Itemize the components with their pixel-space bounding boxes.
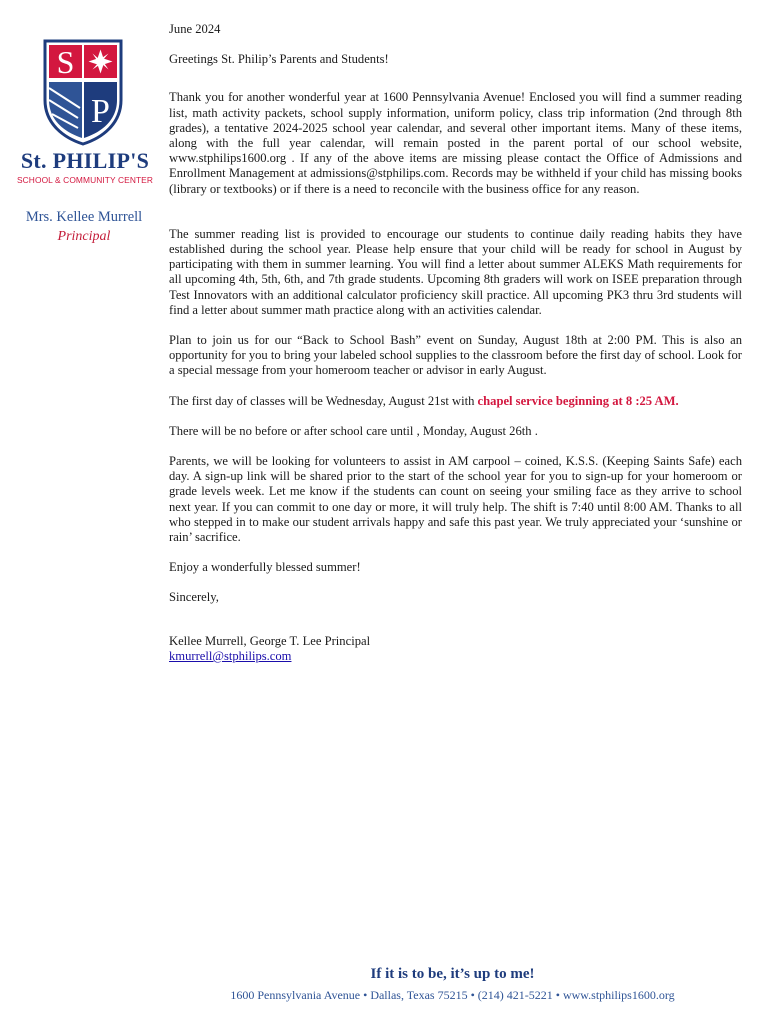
paragraph-first-day: [169, 394, 742, 409]
signature-name: Kellee Murrell, George T. Lee Principal: [169, 633, 371, 648]
logo-letter-s: S: [56, 44, 75, 80]
letterhead-sidebar: [0, 0, 160, 260]
letter-closing: Sincerely,: [169, 590, 219, 605]
paragraph-enclosures: Thank you for another wonderful year at 1600 Pennsylvania Avenue! Enclosed you will find a summer reading list, math activity packets, school supply information, uniform policy, class trip information (2nd through 8th grades), a tentative 2024-2025 school year calendar, and several other important items. Many of these items, along with the full year calendar, will remain posted in the parent portal of our school website, www.stphilips1600.org . If any of the above items are missing please contact the Office of Admissions and Enrollment Management at admissions@stphilips.com. Records may be withheld if your child has missing books (library or textbooks) or if there is a need to reconcile with the business office for any reason.: [169, 90, 742, 196]
school-shield-logo: [42, 38, 124, 146]
signature-email-link[interactable]: kmurrell@stphilips.com: [169, 648, 292, 663]
footer-motto: If it is to be, it’s up to me!: [370, 966, 535, 982]
letter-greeting: Greetings St. Philip’s Parents and Students!: [169, 52, 389, 67]
school-wordmark: St. PHILIP'S: [20, 148, 150, 173]
first-day-text: The first day of classes will be Wednesday, August 21st with: [169, 393, 478, 408]
principal-name: Mrs. Kellee Murrell: [25, 209, 143, 225]
paragraph-back-to-school-bash: Plan to join us for our “Back to School Bash” event on Sunday, August 18th at 2:00 PM. This is also an opportunity for you to bring your labeled school supplies to the classroom before the first day of school. Look for a special message from your homeroom teacher or advisor in early August.: [169, 333, 742, 378]
chapel-service-highlight: chapel service beginning at 8 :25 AM.: [477, 393, 679, 408]
letter-date: June 2024: [169, 22, 221, 36]
letter-body: [169, 22, 742, 664]
paragraph-blessed-summer: Enjoy a wonderfully blessed summer!: [169, 560, 361, 575]
paragraph-summer-reading: The summer reading list is provided to encourage our students to continue daily reading habits they have established during the school year. Please help ensure that your child will be ready for school in August by participating with them in summer learning. You will find a letter about summer ALEKS Math requirements for all upcoming 4th, 5th, 6th, and 7th grade students. Upcoming 8th graders will work on ISEE preparation through Test Innovators with an additional calculator proficiency skill practice. All upcoming PK3 thru 3rd students will find a letter about summer math practice along with an activities calendar.: [169, 226, 742, 317]
footer-address: 1600 Pennsylvania Avenue • Dallas, Texas 75215 • (214) 421-5221 • www.stphilips1600.org: [230, 988, 675, 1002]
school-subtitle: SCHOOL & COMMUNITY CENTER: [16, 175, 154, 185]
paragraph-school-care: There will be no before or after school care until , Monday, August 26th .: [169, 423, 538, 438]
logo-letter-p: P: [91, 93, 110, 130]
paragraph-carpool-volunteers: Parents, we will be looking for volunteers to assist in AM carpool – coined, K.S.S. (Keeping Saints Safe) each day. A sign-up link will be shared prior to the start of the school year for you to sign-up for your homeroom or grade levels week. Let me know if the students can count on seeing your smiling face as they arrive to school next year. If you can commit to one day or more, it will truly help. The shift is 7:40 until 8:00 AM. Thanks to all who stepped in to make our student arrivals happy and safe this past year. We truly appreciated your ‘sunshine or rain’ sacrifice.: [169, 454, 742, 545]
principal-title: Principal: [57, 229, 111, 244]
